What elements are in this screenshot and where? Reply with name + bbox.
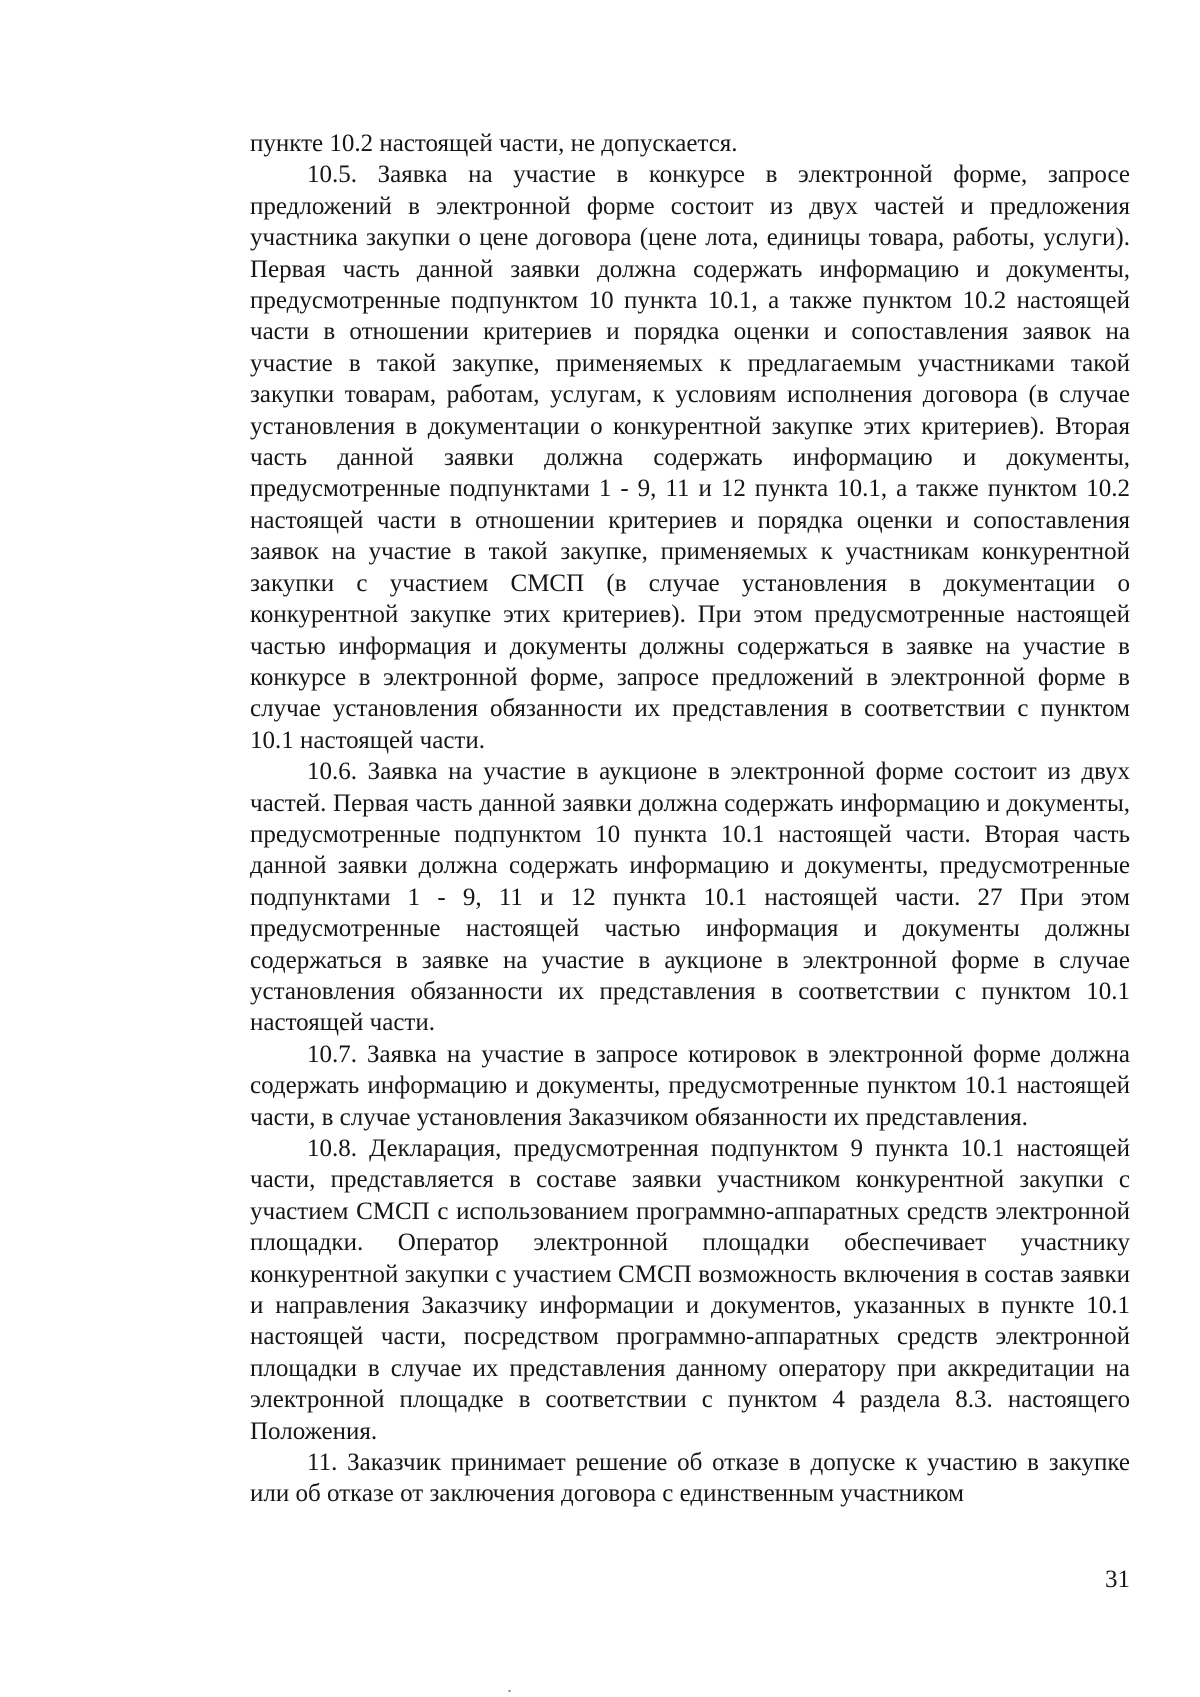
paragraph-11: 11. Заказчик принимает решение об отказе в допуске к участию в закупке или об отказе от заключения договора с единственным участником — [250, 1449, 1130, 1508]
paragraph-10-8: 10.8. Декларация, предусмотренная подпунктом 9 пункта 10.1 настоящей части, представляется в составе заявки участником конкурентной закупки с участием СМСП с использованием программно-аппаратных средств электронной площадки. Оператор электронной площадки обеспечивает участнику конкурентной закупки с участием СМСП возможность включения в состав заявки и направления Заказчику информации и документов, указанных в пункте 10.1 настоящей части, посредством программно-аппаратных средств электронной площадки в случае их представления данному оператору при аккредитации на электронной площадке в соответствии с пунктом 4 раздела 8.3. настоящего Положения. — [250, 1135, 1130, 1445]
paragraph-10-7: 10.7. Заявка на участие в запросе котировок в электронной форме должна содержать информацию и документы, предусмотренные пунктом 10.1 настоящей части, в случае установления Заказчиком обязанности их представления. — [250, 1040, 1130, 1131]
paragraph-continuation: пункте 10.2 настоящей части, не допускается. — [250, 130, 738, 157]
page-number: 31 — [1105, 1566, 1130, 1593]
scan-speck — [508, 1690, 511, 1692]
paragraph-10-6: 10.6. Заявка на участие в аукционе в электронной форме состоит из двух частей. Первая часть данной заявки должна содержать информацию и документы, предусмотренные подпунктом 10 пункта 10.1 настоящей части. Вторая часть данной заявки должна содержать информацию и документы, предусмотренные подпунктами 1 - 9, 11 и 12 пункта 10.1 настоящей части. 27 При этом предусмотренные настоящей частью информация и документы должны содержаться в заявке на участие в аукционе в электронной форме в случае установления обязанности их представления в соответствии с пунктом 10.1 настоящей части. — [250, 758, 1130, 1037]
document-body — [250, 128, 1130, 1510]
paragraph-10-5: 10.5. Заявка на участие в конкурсе в электронной форме, запросе предложений в электронной форме состоит из двух частей и предложения участника закупки о цене договора (цене лота, единицы товара, работы, услуги). Первая часть данной заявки должна содержать информацию и документы, предусмотренные подпунктом 10 пункта 10.1, а также пунктом 10.2 настоящей части в отношении критериев и порядка оценки и сопоставления заявок на участие в такой закупке, применяемых к предлагаемым участниками такой закупки товарам, работам, услугам, к условиям исполнения договора (в случае установления в документации о конкурентной закупке этих критериев). Вторая часть данной заявки должна содержать информацию и документы, предусмотренные подпунктами 1 - 9, 11 и 12 пункта 10.1, а также пунктом 10.2 настоящей части в отношении критериев и порядка оценки и сопоставления заявок на участие в такой закупке, применяемых к участникам конкурентной закупки с участием СМСП (в случае установления в документации о конкурентной закупке этих критериев). При этом предусмотренные настоящей частью информация и документы должны содержаться в заявке на участие в конкурсе в электронной форме, запросе предложений в электронной форме в случае установления обязанности их представления в соответствии с пунктом 10.1 настоящей части. — [250, 161, 1130, 754]
